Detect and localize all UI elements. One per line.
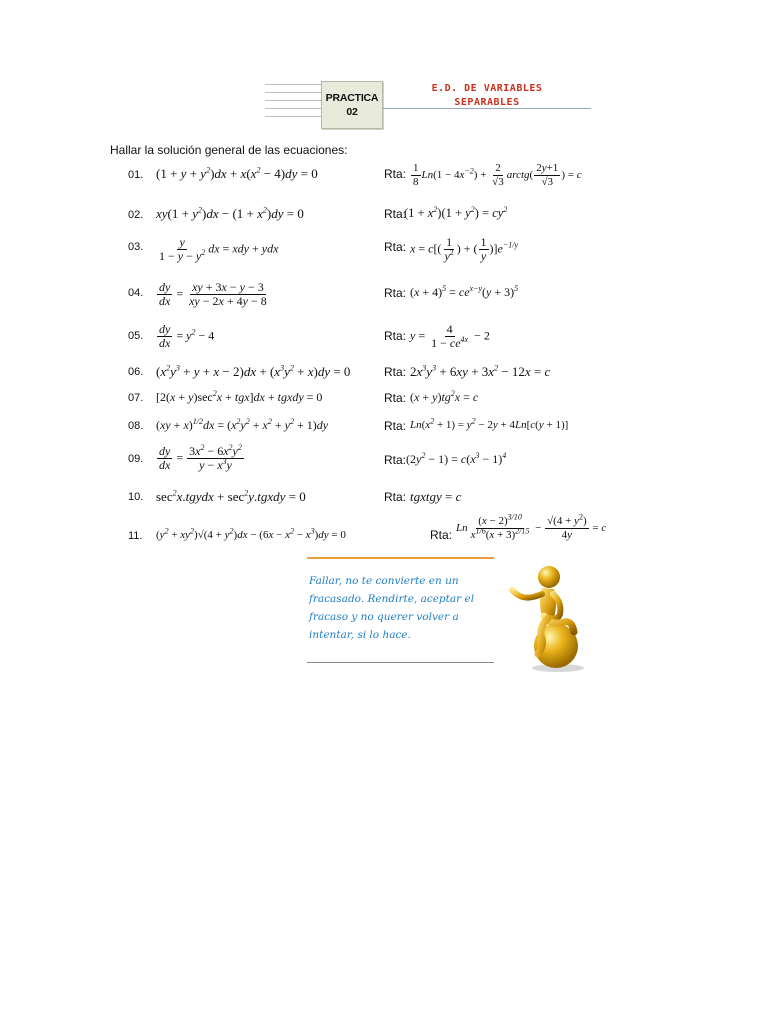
answer-07: $(x + y)tg^2x = c$ bbox=[410, 389, 479, 404]
rta-label: Rta: bbox=[384, 365, 407, 379]
answer-08: $Ln(x^2 + 1) = y^2 - 2y + 4Ln[c(y + 1)]$ bbox=[410, 416, 569, 431]
equation-02: $xy(1 + y^2)dx - (1 + x^2)dy = 0$ bbox=[156, 205, 304, 221]
rta-label: Rta: bbox=[384, 329, 407, 343]
answer-01: $\frac{1}{8}$ $Ln(1 - 4x^{-2})$ + $\frac{2}{√3}$ arctg( $\frac{2y+1}{√3}$ ) = c bbox=[413, 162, 582, 188]
rta-label: Rta: bbox=[384, 240, 407, 254]
answer-10: tgxtgy = c bbox=[410, 489, 462, 504]
equation-04: $\frac{dy}{dx}$ = $\frac{xy + 3x - y - 3}{xy - 2x + 4y - 8}$ bbox=[159, 280, 267, 308]
motivational-quote: Fallar, no te convierte en un fracasado. Rendirte, aceptar el fracaso y no querer volver a intentar, si lo hace. bbox=[309, 575, 475, 641]
golden-figure-on-ball-icon bbox=[498, 556, 594, 674]
equation-03: $\frac{y}{1 - y - y^2}$ dx = xdy + ydx bbox=[159, 235, 279, 263]
exercise-number: 07. bbox=[128, 392, 144, 404]
quote-bottom-rule bbox=[307, 662, 494, 663]
exercise-number: 06. bbox=[128, 366, 144, 378]
rta-label: Rta: bbox=[384, 167, 407, 181]
exercise-number: 11. bbox=[128, 530, 143, 542]
equation-08: $(xy + x)^{1/2}dx = (x^2y^2 + x^2 + y^2 + 1)dy$ bbox=[156, 417, 329, 432]
equation-06: $(x^2y^3 + y + x - 2)dx + (x^3y^2 + x)dy = 0$ bbox=[156, 363, 351, 379]
answer-11: Ln $\frac{(x - 2)^{3/10}}{x^{1/6}(x + 3)^{2/15}}$ − $\frac{√(4 + y^2)}{4y}$ = c bbox=[456, 512, 607, 541]
equation-11: $(y^2 + xy^2)√(4 + y^2)dx - (6x - x^2 - x^3)dy = 0$ bbox=[156, 526, 346, 541]
exercise-number: 04. bbox=[128, 287, 144, 299]
exercise-number: 03. bbox=[128, 241, 144, 253]
rta-label: Rta: bbox=[384, 207, 407, 221]
equation-09: $\frac{dy}{dx}$ = $\frac{3x^2 - 6x^2y^2}{y - x^3y}$ bbox=[159, 443, 242, 472]
exercise-number: 10. bbox=[128, 491, 144, 503]
rta-label: Rta: bbox=[384, 391, 407, 405]
topic-title-line1: E.D. DE VARIABLES bbox=[431, 83, 543, 94]
header-rule bbox=[382, 108, 591, 109]
equation-05: $\frac{dy}{dx}$ = $y^2 - 4$ bbox=[159, 322, 215, 350]
exercise-number: 05. bbox=[128, 330, 144, 342]
badge-label: PRACTICA bbox=[325, 92, 379, 104]
exercise-number: 02. bbox=[128, 209, 144, 221]
answer-06: $2x^3y^3 + 6xy + 3x^2 - 12x = c$ bbox=[410, 363, 551, 379]
answer-05: y = $\frac{4}{1 - ce^{4x}}$ − 2 bbox=[410, 322, 490, 350]
topic-title bbox=[402, 82, 572, 110]
equation-01: $(1 + y + y^2)dx + x(x^2 - 4)dy = 0$ bbox=[156, 165, 318, 181]
exercise-number: 09. bbox=[128, 453, 144, 465]
exercise-number: 08. bbox=[128, 420, 144, 432]
rta-label: Rta: bbox=[384, 286, 407, 300]
answer-04: $(x + 4)^5 = ce^{x-y}(y + 3)^5$ bbox=[410, 284, 519, 299]
topic-title-line2: SEPARABLES bbox=[454, 97, 520, 108]
exercise-number: 01. bbox=[128, 169, 144, 181]
answer-03: x = c[( $\frac{1}{y^2}$ ) + ( $\frac{1}{y}$ )]$e^{-1/y}$ bbox=[410, 235, 519, 263]
answer-02: $(1 + x^2)(1 + y^2) = cy^2$ bbox=[404, 204, 508, 220]
rta-label: Rta: bbox=[384, 490, 407, 504]
practice-badge bbox=[321, 81, 383, 129]
header-decorative-lines bbox=[265, 84, 323, 124]
equation-07: $[2(x + y)\sec^2x + tgx]dx$ + tgxdy = 0 bbox=[156, 389, 323, 404]
instruction-text: Hallar la solución general de las ecuaciones: bbox=[110, 143, 348, 157]
badge-number: 02 bbox=[346, 106, 358, 118]
rta-label: Rta: bbox=[384, 453, 407, 467]
rta-label: Rta: bbox=[430, 528, 453, 542]
answer-09: $(2y^2 - 1) = c(x^3 - 1)^4$ bbox=[406, 451, 507, 466]
quote-top-rule bbox=[307, 557, 494, 559]
equation-10: $\sec^2x.tgydx$ + $\sec^2y.tgxdy = 0$ bbox=[156, 488, 306, 504]
rta-label: Rta: bbox=[384, 419, 407, 433]
